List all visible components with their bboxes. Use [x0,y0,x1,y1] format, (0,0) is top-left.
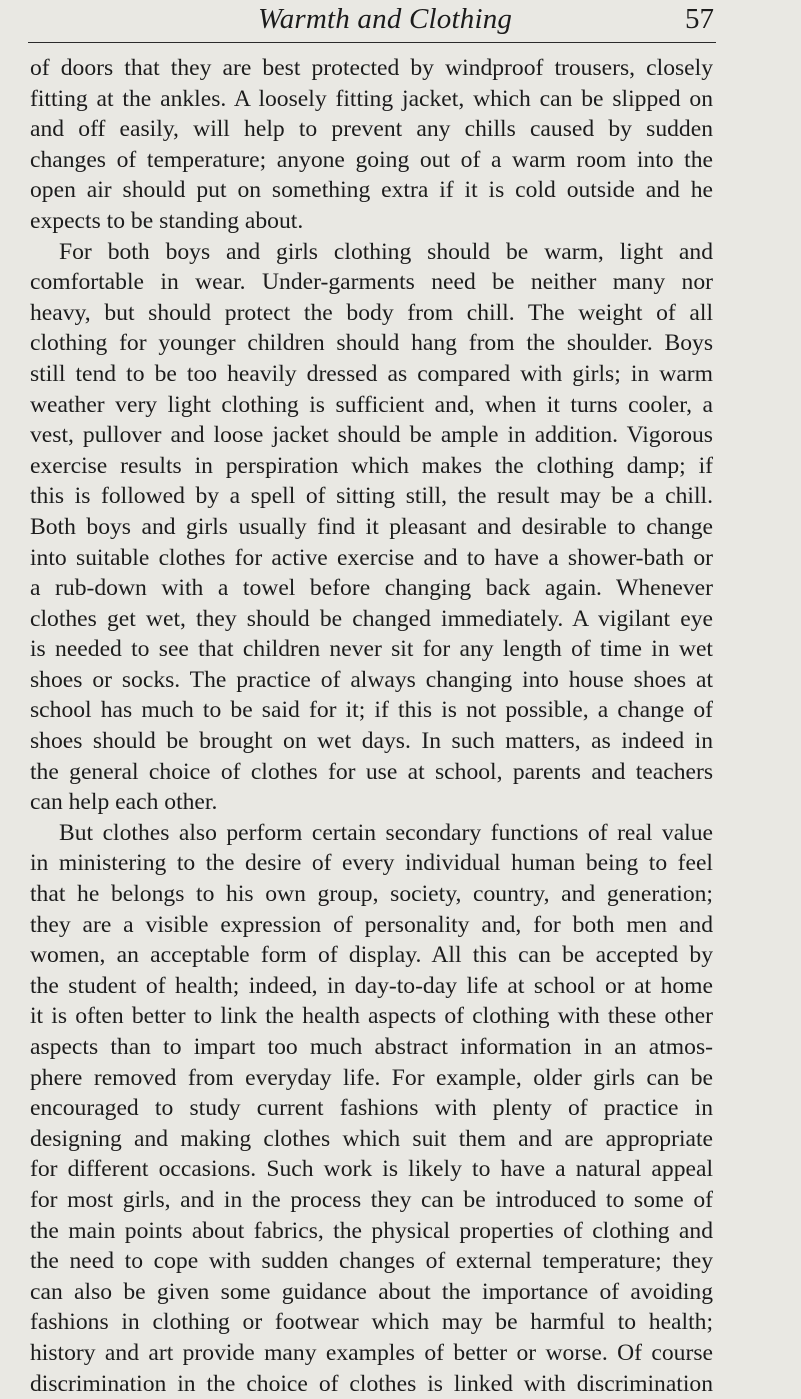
text-line: is needed to see that children never sit for any length of time in wet [30,636,713,663]
text-line: fitting at the ankles. A loosely fitting jacket, which can be slipped on [30,85,713,112]
text-line: school has much to be said for it; if this is not possible, a change of [30,697,713,724]
text-line: into suitable clothes for active exercise and to have a shower-bath or [30,544,713,571]
running-title: Warmth and Clothing [258,3,513,35]
text-line: For both boys and girls clothing should be warm, light and [59,238,713,265]
text-line: fashions in clothing or footwear which may be harmful to health; [30,1309,713,1336]
text-line: they are a visible expression of personality and, for both men and [30,911,713,938]
text-line: encouraged to study current fashions with plenty of practice in [30,1095,713,1122]
text-line: can also be given some guidance about the importance of avoiding [30,1278,713,1305]
text-line: But clothes also perform certain secondary functions of real value [59,819,713,846]
text-line: heavy, but should protect the body from chill. The weight of all [30,299,713,326]
page-number: 57 [685,3,714,35]
text-line: and off easily, will help to prevent any chills caused by sudden [30,116,713,143]
text-line: the need to cope with sudden changes of external temperature; they [30,1248,713,1275]
text-line: it is often better to link the health aspects of clothing with these other [30,1003,713,1030]
text-line: discrimination in the choice of clothes is linked with discrimination [30,1370,713,1397]
text-line: weather very light clothing is sufficient and, when it turns cooler, a [30,391,713,418]
text-line: designing and making clothes which suit them and are appropriate [30,1125,713,1152]
text-line: changes of temperature; anyone going out of a warm room into the [30,146,713,173]
text-line: open air should put on something extra if it is cold outside and he [30,177,713,204]
text-line: of doors that they are best protected by windproof trousers, closely [30,55,713,81]
text-line: clothes get wet, they should be changed immediately. A vigilant eye [30,605,713,632]
text-line: can help each other. [30,789,218,816]
text-line: history and art provide many examples of better or worse. Of course [30,1339,713,1366]
text-line: aspects than to impart too much abstract information in an atmos- [30,1034,713,1060]
text-line: the main points about fabrics, the physical properties of clothing and [30,1217,713,1244]
text-line: for different occasions. Such work is likely to have a natural appeal [30,1156,713,1183]
text-line: phere removed from everyday life. For example, older girls can be [30,1064,713,1091]
text-line: still tend to be too heavily dressed as compared with girls; in warm [30,360,713,387]
text-line: that he belongs to his own group, society, country, and generation; [30,881,713,908]
text-line: clothing for younger children should hang from the shoulder. Boys [30,330,713,357]
text-line: comfortable in wear. Under-garments need be neither many nor [30,269,713,296]
body-text [30,53,713,1399]
text-line: a rub-down with a towel before changing back again. Whenever [30,575,713,602]
text-line: in ministering to the desire of every individual human being to feel [30,850,713,877]
text-line: this is followed by a spell of sitting still, the result may be a chill. [30,483,713,510]
text-line: the general choice of clothes for use at school, parents and teachers [30,758,713,785]
text-line: the student of health; indeed, in day-to-day life at school or at home [30,972,713,999]
text-line: Both boys and girls usually find it pleasant and desirable to change [30,513,713,540]
text-line: exercise results in perspiration which makes the clothing damp; if [30,452,713,479]
text-line: expects to be standing about. [30,207,304,234]
text-line: for most girls, and in the process they can be introduced to some of [30,1186,713,1213]
running-header [28,0,716,43]
text-line: shoes or socks. The practice of always changing into house shoes at [30,666,713,693]
text-line: shoes should be brought on wet days. In such matters, as indeed in [30,728,713,755]
text-line: vest, pullover and loose jacket should be ample in addition. Vigorous [30,422,713,449]
text-line: women, an acceptable form of display. All this can be accepted by [30,942,713,969]
